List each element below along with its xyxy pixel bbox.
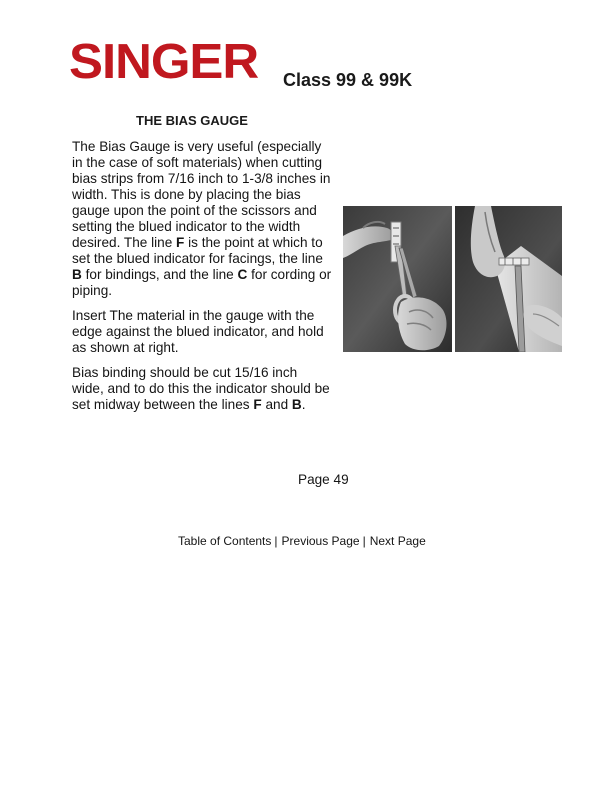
body-text [72, 139, 332, 422]
model-title: Class 99 & 99K [283, 70, 413, 90]
singer-logo: SINGER [69, 35, 259, 89]
line-b-label: B [291, 397, 302, 412]
table-of-contents-link[interactable]: Table of Contents [178, 534, 272, 548]
line-b-label: B [72, 267, 82, 282]
photo-scissors-gauge [343, 206, 452, 352]
section-heading: THE BIAS GAUGE [136, 113, 248, 128]
line-f-label: F [176, 235, 185, 250]
next-page-link[interactable]: Next Page [369, 534, 426, 548]
paragraph-usage: The Bias Gauge is very useful (especially in the case of soft materials) when cutting bias strips from 7/16 inch to 1-3/8 inches in width. This is done by placing the bias gauge upon the point of the scissors and setting the blued indicator to the width desired. The line F is the point at which to set the blued indicator for facings, the line B for bindings, and the line C for cording or piping. [72, 139, 332, 298]
photo-material-gauge [455, 206, 562, 352]
nav-separator: | [274, 534, 278, 548]
paragraph-insert: Insert The material in the gauge with the edge against the blued indicator, and hold as shown at right. [72, 308, 324, 355]
page-number: Page 49 [298, 472, 349, 487]
bias-gauge-photos [343, 206, 562, 352]
paragraph-binding: Bias binding should be cut 15/16 inch wide, and to do this the indicator should be set midway between the lines F and B. [72, 365, 330, 412]
nav-separator: | [362, 534, 366, 548]
previous-page-link[interactable]: Previous Page [281, 534, 360, 548]
line-f-label: F [253, 397, 262, 412]
line-c-label: C [237, 267, 248, 282]
footer-navigation [178, 535, 426, 547]
